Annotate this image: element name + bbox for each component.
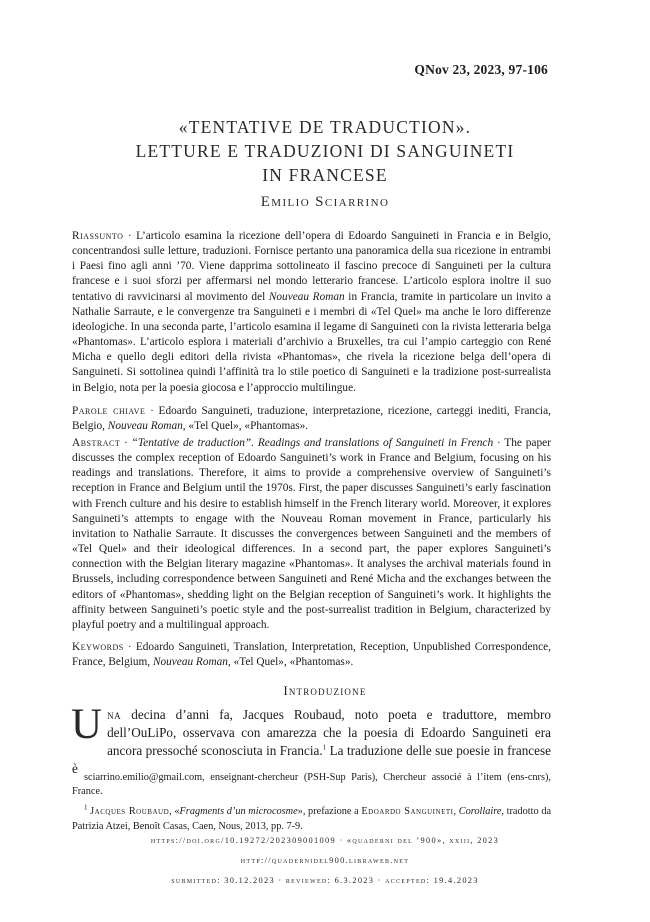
keywords-text-1: Edoardo Sanguineti, Translation, Interpretation, Reception, Unpublished Correspondence, France, Belgium, [72, 641, 551, 669]
footnote-1-book-title: Corollaire [458, 806, 502, 818]
footnotes [72, 771, 551, 834]
keywords-separator: · [123, 641, 136, 653]
footnote-1-title: Fragments d’un microcosme [179, 806, 298, 818]
title-line-3: IN FRANCESE [262, 165, 388, 185]
section-heading: Introduzione [283, 684, 367, 698]
footnote-1-text-2: », prefazione a [297, 806, 362, 818]
author-name: Emilio Sciarrino [260, 194, 390, 210]
abstract-separator: · [120, 437, 132, 449]
keywords-block [72, 640, 551, 670]
parole-chiave-label: Parole chiave [72, 405, 146, 417]
riassunto-separator: · [123, 230, 137, 242]
parole-chiave-text-1: Edoardo Sanguineti, traduzione, interpretazione, ricezione, carteggi inediti, Francia, Belgio, [72, 405, 551, 433]
intro-text-2: La traduzione delle sue poesie in francese è [72, 743, 551, 776]
abstract-english-title: “Tentative de traduction”. Readings and translations of Sanguineti in French [131, 437, 494, 449]
article-title [70, 115, 580, 187]
intro-first-word: na [107, 707, 122, 722]
keywords-label: Keywords [72, 641, 124, 653]
title-line-2: LETTURE E TRADUZIONI DI SANGUINETI [135, 141, 515, 161]
riassunto-label: Riassunto [72, 230, 124, 242]
footnote-1-text-1: , « [169, 806, 180, 818]
parole-chiave-text-2: , «Tel Quel», «Phantomas». [182, 420, 309, 433]
intro-paragraph [71, 701, 551, 778]
footer-url[interactable]: http://quadernidel900.libraweb.net [240, 856, 410, 865]
drop-cap: U [71, 701, 103, 748]
footnote-1-author-2: Edoardo Sanguineti [361, 806, 454, 818]
title-line-1: «TENTATIVE DE TRADUCTION». [178, 117, 472, 137]
parole-chiave-separator: · [145, 405, 159, 417]
parole-chiave-block [72, 404, 551, 434]
footnote-1 [72, 805, 551, 833]
abstract-block [72, 436, 551, 633]
abstract-separator-2: · [493, 437, 505, 449]
footnote-1-author: Jacques Roubaud [90, 806, 170, 818]
parole-chiave-emphasis: Nouveau Roman [107, 420, 183, 433]
keywords-text-2: , «Tel Quel», «Phantomas». [227, 656, 354, 669]
riassunto-block [72, 229, 551, 396]
footer-dates: submitted: 30.12.2023 · reviewed: 6.3.2023 · accepted: 19.4.2023 [171, 876, 479, 885]
intro-text-1: decina d’anni fa, Jacques Roubaud, noto poeta e traduttore, membro dell’OuLiPo, osservava con amarezza che la poesia di Edoardo Sanguineti era ancora pressoché sconosciuta in Francia. [107, 707, 551, 758]
footnote-1-number: 1 [84, 803, 88, 812]
footnote-marker-1[interactable]: 1 [322, 743, 327, 752]
journal-reference: QNov 23, 2023, 97-106 [414, 62, 548, 77]
abstract-label: Abstract [72, 437, 121, 449]
footnote-1-text-3: , [453, 806, 459, 818]
abstract-text: The paper discusses the complex reception of Edoardo Sanguineti’s work in France and Belgium, focusing on his readings and translations. Therefore, it aims to provide a comprehensive overview of Sanguineti’s reception in France and Belgium until the 1970s. First, the paper discusses Sanguineti’s early fascination with French culture and his desire to establish himself in the French literary world. Moreover, it explores Sanguineti’s attempts to engage with the Nouveau Roman movement in France, particularly his invitation to Nathalie Sarraute. It discusses the convergences between Sanguineti and the members of «Tel Quel» and their ideological differences. In a second part, the paper explores Sanguineti’s connection with the Belgian literary magazine «Phantomas». It analyses the archival materials found in Brussels, including correspondence between Sanguineti and René Micha and the exchanges between the editors of «Phantomas», shedding light on the Belgian reception of Sanguineti’s work. It highlights the affinity between Sanguineti’s poetic style and the post-surrealist tradition in Belgium, characterized by playful poetry and a multilingual approach. [72, 437, 551, 631]
footer-doi[interactable]: https://doi.org/10.19272/202309001009 · «quaderni del ’900», xxiii, 2023 [150, 836, 500, 845]
keywords-emphasis: Nouveau Roman [152, 656, 228, 669]
riassunto-text-1: L’articolo esamina la ricezione dell’opera di Edoardo Sanguineti in Francia e in Belgio, concentrandosi sulle letture, traduzioni. Fornisce pertanto una panoramica della sua ricezione in entrambi i Paesi fino agli anni ’70. Viene dapprima sottolineato il fascino precoce di Sanguineti per la cultura francese e i suoi sforzi per affermarsi nel mondo letterario francese. L’articolo esplora inoltre il suo tentativo di ravvicinarsi al movimento del [72, 230, 551, 303]
author-affiliation-note: sciarrino.emilio@gmail.com, enseignant-chercheur (PSH-Sup Paris), Chercheur associé à l’item (ens-cnrs), France. [72, 772, 551, 798]
footnote-1-text-4: , tradotto da Patrizia Atzei, Benoît Casas, Caen, Nous, 2013, pp. 7-9. [72, 806, 552, 832]
riassunto-emphasis: Nouveau Roman [268, 290, 345, 303]
riassunto-text-2: in Francia, tramite in particolare un invito a Nathalie Sarraute, e le convergenze tra Sanguineti e i membri di «Tel Quel» ma anche le loro differenze ideologiche. In una seconda parte, l’articolo esamina il legame di Sanguineti con la rivista letteraria belga «Phantomas». L’articolo esplora i materiali d’archivio a Bruxelles, tra cui l’ampio carteggio con René Micha e quello degli editori della rivista «Phantomas», che rivela la ricezione belga dell’opera di Sanguineti. Si sottolinea quindi l’affinità tra lo stile poetico di Sanguineti e la tradizione post-surrealista in Belgio, nota per la poesia giocosa e l’approccio multilingue. [72, 290, 551, 394]
